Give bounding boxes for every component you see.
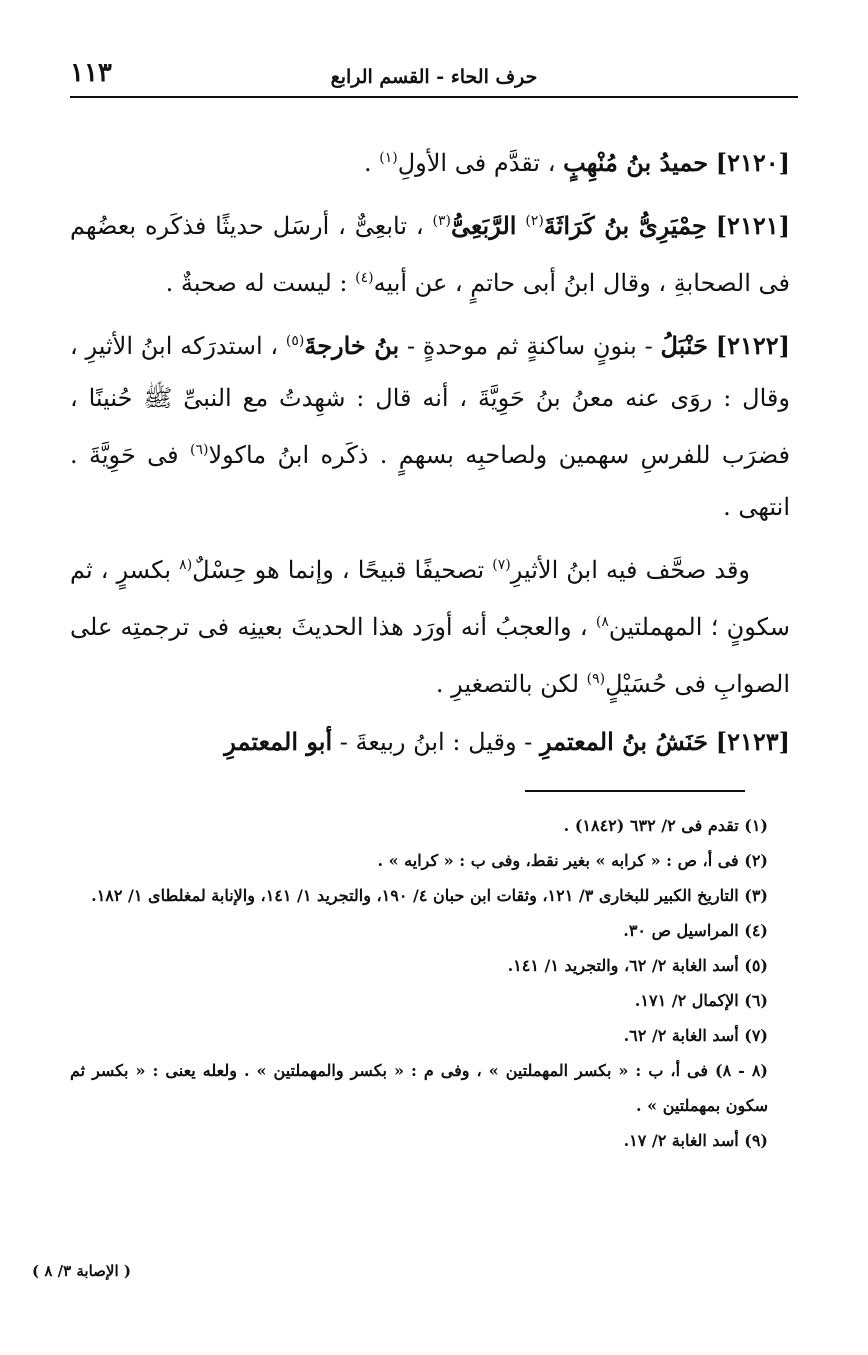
footnote: (٣) التاريخ الكبير للبخارى ٣/ ١٢١، وثقات ابن حبان ٤/ ١٩٠، والتجريد ١/ ١٤١، والإنابة لمغلطاى ١/ ١٨٢. [91, 886, 768, 905]
entry-number: [٢١٢٠] [715, 148, 790, 177]
footnote: (٦) الإكمال ٢/ ١٧١. [634, 991, 768, 1010]
footnote-marker: (٦) [190, 442, 209, 458]
entry-number: [٢١٢١] [715, 211, 790, 240]
footnote-marker: (٣) [432, 213, 451, 229]
footnote: (٩) أسد الغابة ٢/ ١٧. [623, 1131, 768, 1150]
footnote-marker: (١) [379, 150, 398, 166]
entry-text: - بنونٍ ساكنةٍ ثم موحدةٍ - [406, 332, 653, 360]
page-number: ١١٣ [70, 58, 112, 88]
entry-name: حميدُ بنُ مُنْهِبٍ [563, 148, 709, 177]
entry-number: [٢١٢٣] [715, 727, 790, 756]
footnote-marker: (٨ [179, 557, 193, 573]
running-title: حرف الحاء - القسم الرابع [330, 66, 538, 88]
footnote: (٧) أسد الغابة ٢/ ٦٢. [623, 1026, 768, 1045]
entry-text: ، تابعِىٌّ ، أرسَل حديثًا فذكَره بعضُهم فى الصحابةِ ، وقال ابنُ أبى حاتمٍ ، عن أبيه [70, 212, 790, 297]
entry-number: [٢١٢٢] [715, 331, 790, 360]
entry-text: - وقيل : ابنُ ربيعةَ - [339, 728, 533, 756]
footnote-marker: (٢) [525, 213, 544, 229]
entry-tail: . [363, 149, 372, 177]
paragraph-text: بكسرٍ ، ثم سكونٍ ؛ المهملتين [70, 556, 791, 641]
volume-signature: ( الإصابة ٣/ ٨ ) [32, 1262, 131, 1280]
entry-2120 [70, 132, 790, 189]
entry-2121 [70, 195, 790, 309]
footnote-marker: (٩) [586, 671, 606, 687]
footnote-marker: (٧) [492, 557, 511, 573]
paragraph-text: ، والعجبُ أنه أورَد هذا الحديثَ بعينِه فى ترجمتِه على الصوابِ فى حُسَيْلٍ [70, 613, 790, 698]
entry-tail: : ليست له صحبةٌ . [165, 269, 348, 297]
entry-father: بنُ خارجةَ [304, 331, 400, 360]
entry-text: ، تقدَّم فى الأولِ [397, 149, 556, 177]
footnote: (٢) فى أ، ص : « كرابه » بغير نقط، وفى ب : « كرايه » . [377, 851, 768, 870]
entry-tail-2: فى حَوِيَّةَ . انتهى . [70, 441, 790, 521]
footnote: (١) تقدم فى ٢/ ٦٣٢ (١٨٤٢) . [563, 816, 768, 835]
footnote: (٥) أسد الغابة ٢/ ٦٢، والتجريد ١/ ١٤١. [507, 956, 768, 975]
page-header [70, 58, 798, 98]
commentary-paragraph [70, 539, 790, 710]
footnote-marker: (٤) [355, 270, 374, 286]
entry-nisba: الرَّبَعِىُّ [450, 211, 517, 240]
entry-kunya: أبو المعتمرِ [224, 727, 333, 756]
footnote-divider [525, 790, 745, 792]
entry-2122 [70, 315, 790, 533]
entry-name: حِمْيَرِىُّ بنُ كَرَاثَةَ [543, 211, 707, 240]
footnote: (٨ - ٨) فى أ، ب : « بكسر المهملتين » ، وفى م : « بكسر والمهملتين » . ولعله يعنى : « بكسر ثم سكون بمهملتين » . [70, 1061, 768, 1115]
entry-name: حَنَشُ بنُ المعتمرِ [539, 727, 709, 756]
footnote: (٤) المراسيل ص ٣٠. [623, 921, 768, 940]
paragraph-text: وقد صحَّف فيه ابنُ الأثيرِ [510, 556, 751, 584]
entry-name: حَنْبَلُ [660, 331, 708, 360]
paragraph-text: تصحيفًا قبيحًا ، وإنما هو حِسْلٌ [192, 556, 485, 584]
main-text [70, 132, 790, 774]
entry-tail: ، استدرَكه ابنُ الأثيرِ ، وقال : روَى عنه معنُ بنُ حَوِيَّةَ ، أنه قال : شهِدتُ مع النبىِّ ﷺ حُنينًا ، فضرَب للفرسِ سهمين ولصاحبِه بسهمٍ . ذكَره ابنُ ماكولا [70, 332, 790, 469]
entry-2123 [70, 716, 790, 768]
paragraph-text: لكن بالتصغيرِ . [435, 670, 580, 698]
footnotes [70, 808, 768, 1158]
footnote-marker: ٨) [595, 614, 609, 630]
footnote-marker: (٥) [285, 333, 305, 349]
